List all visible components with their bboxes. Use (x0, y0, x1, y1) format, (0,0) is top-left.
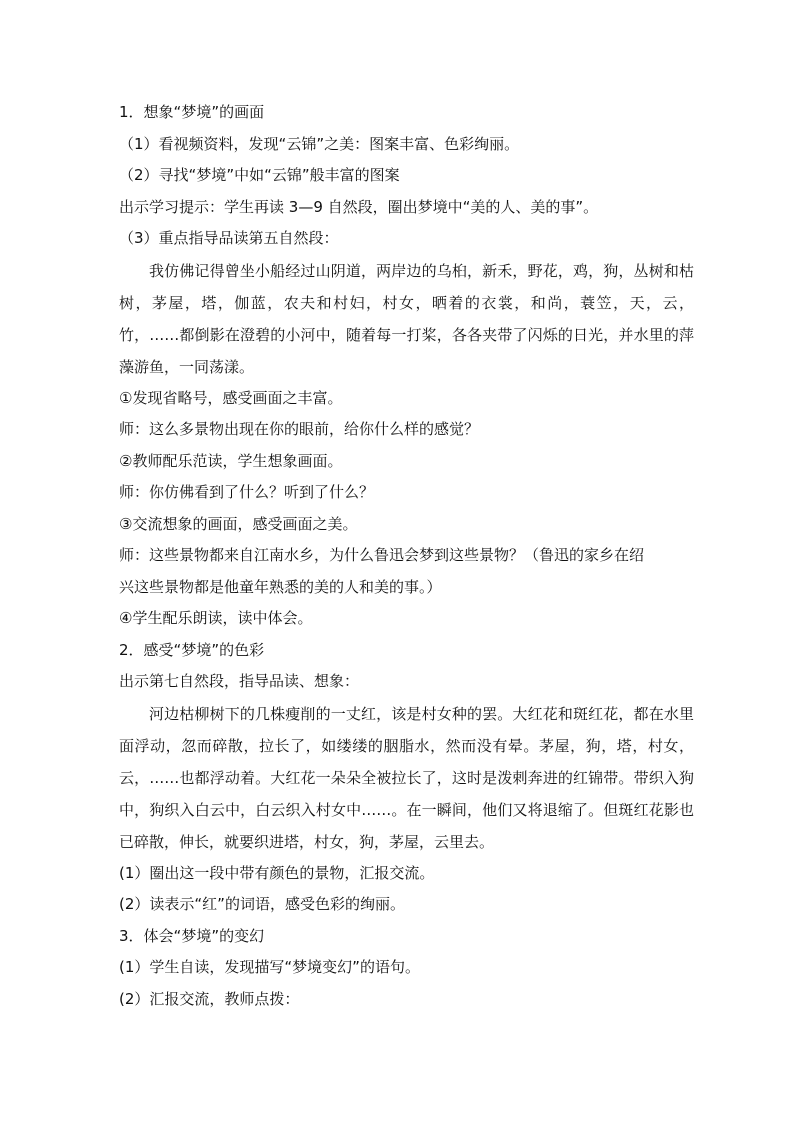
activity-line: ①发现省略号，感受画面之丰富。 (119, 388, 343, 407)
activity-line: ②教师配乐范读，学生想象画面。 (119, 451, 343, 470)
teacher-line: 师：这么多景物出现在你的眼前，给你什么样的感觉？ (119, 420, 480, 438)
step-line: (2）读表示“红”的词语，感受色彩的绚丽。 (119, 895, 405, 913)
teacher-line-continued: 兴这些景物都是他童年熟悉的美的人和美的事。） (119, 577, 442, 596)
step-line: （3）重点指导品读第五自然段： (119, 229, 339, 247)
step-line: (1）学生自读，发现描写“梦境变幻”的语句。 (119, 958, 420, 976)
step-line: (2）汇报交流，教师点拨： (119, 989, 300, 1008)
section-heading-1: 1．想象“梦境”的画面 (119, 103, 265, 121)
section-heading-2: 2．感受“梦境”的色彩 (119, 640, 265, 659)
teacher-line: 师：这些景物都来自江南水乡，为什么鲁迅会梦到这些景物？（鲁迅的家乡在绍 (119, 546, 645, 564)
step-line: (1）圈出这一段中带有颜色的景物，汇报交流。 (119, 863, 435, 882)
step-line: （1）看视频资料，发现“云锦”之美：图案丰富、色彩绚丽。 (119, 134, 520, 153)
quoted-passage-para7: 河边枯柳树下的几株瘦削的一丈红，该是村女种的罢。大红花和斑红花，都在水里面浮动，忽而碎散，拉长了，如缕缕的胭脂水，然而没有晕。茅屋，狗，塔，村女，云，……也都浮动着。大红花一朵朵全被拉长了，这时是泼剌奔进的红锦带。带织入狗中，狗织入白云中，白云织入村女中……。在一瞬间，他们又将退缩了。但斑红花影也已碎散，伸长，就要织进塔，村女，狗，茅屋，云里去。 (119, 704, 694, 851)
lesson-content (119, 97, 694, 1015)
activity-line: ③交流想象的画面，感受画面之美。 (119, 514, 358, 533)
teacher-line: 师：你仿佛看到了什么？听到了什么？ (119, 483, 375, 501)
quoted-passage-para5: 我仿佛记得曾坐小船经过山阴道，两岸边的乌桕，新禾，野花，鸡，狗，丛树和枯树，茅屋，塔，伽蓝，农夫和村妇，村女，晒着的衣裳，和尚，蓑笠，天，云，竹，……都倒影在澄碧的小河中，随着每一打桨，各各夹带了闪烁的日光，并水里的萍藻游鱼，一同荡漾。 (119, 261, 694, 376)
prompt-line: 出示第七自然段，指导品读、想象： (119, 672, 360, 690)
section-heading-3: 3．体会“梦境”的变幻 (119, 926, 265, 945)
step-line: （2）寻找“梦境”中如“云锦”般丰富的图案 (119, 166, 400, 184)
activity-line: ④学生配乐朗读，读中体会。 (119, 609, 313, 627)
prompt-line: 出示学习提示：学生再读 3—9 自然段，圈出梦境中“美的人、美的事”。 (119, 197, 599, 216)
